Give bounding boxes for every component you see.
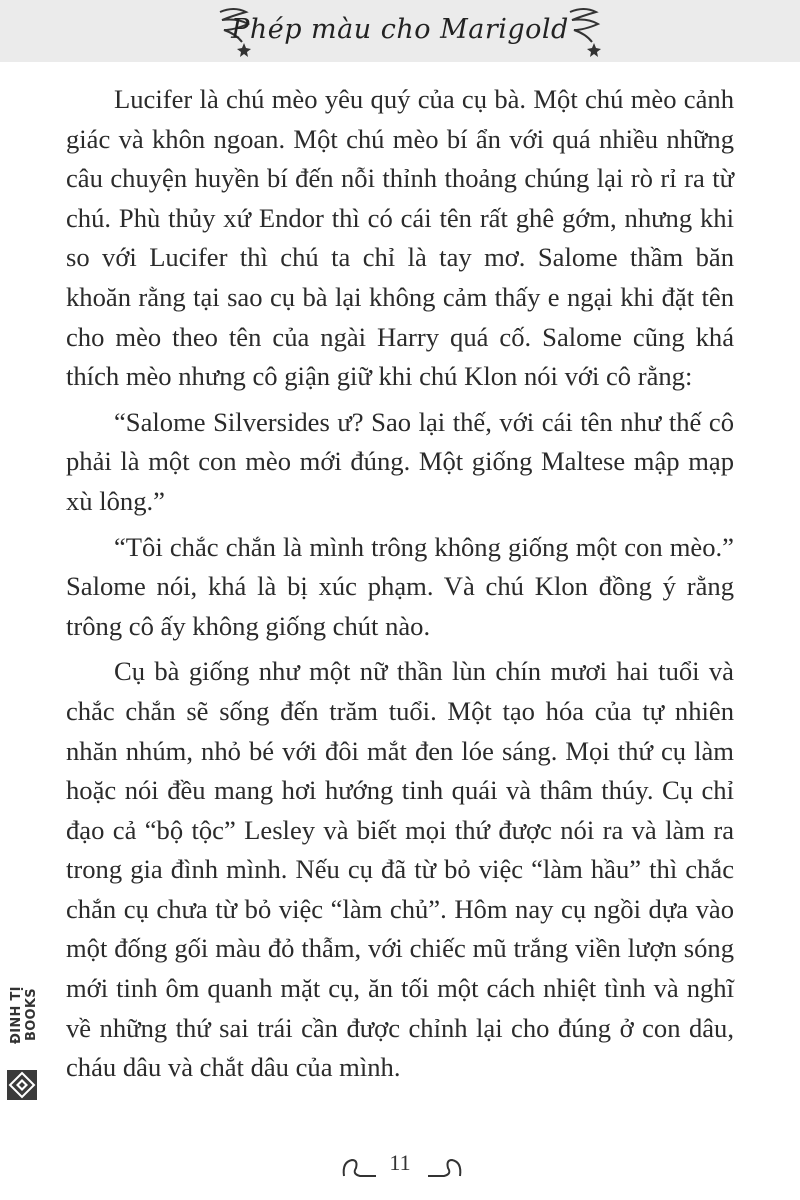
paragraph: “Tôi chắc chắn là mình trông không giống một con mèo.” Salome nói, khá là bị xúc phạm. Và chú Klon đồng ý rằng trông cô ấy không giống chút nào. [66,531,734,641]
paragraph: Lucifer là chú mèo yêu quý của cụ bà. Một chú mèo cảnh giác và khôn ngoan. Một chú mèo bí ẩn với quá nhiều những câu chuyện huyền bí đến nỗi thỉnh thoảng chúng lại rò rỉ ra từ chú. Phù thủy xứ Endor thì có cái tên rất ghê gớm, nhưng khi so với Lucifer thì chú ta chỉ là tay mơ. Salome thầm băn khoăn rằng tại sao cụ bà lại không cảm thấy e ngại khi đặt tên cho mèo theo tên của ngài Harry quá cố. Salome cũng khá thích mèo nhưng cô giận giữ khi chú Klon nói với cô rằng: [66,84,734,392]
page-header [0,0,800,62]
publisher-logo-icon [7,1070,37,1100]
curl-ornament-icon [422,1152,466,1182]
running-head-title: Phép màu cho Marigold [231,14,569,45]
page-footer [0,1148,800,1188]
publisher-mark [6,970,39,1110]
publisher-label: ĐINH TỊ BOOKS [9,986,39,1044]
body-text [66,80,734,1094]
paragraph: “Salome Silversides ư? Sao lại thế, với cái tên như thế cô phải là một con mèo mới đúng. Một giống Maltese mập mạp xù lông.” [66,406,734,516]
swirl-ornament-icon [562,4,606,58]
page-number: 11 [389,1150,411,1175]
paragraph: Cụ bà giống như một nữ thần lùn chín mươi hai tuổi và chắc chắn sẽ sống đến trăm tuổi. Một tạo hóa của tự nhiên nhăn nhúm, nhỏ bé với đôi mắt đen lóe sáng. Mọi thứ cụ làm hoặc nói đều mang hơi hướng tinh quái và thâm thúy. Cụ chỉ đạo cả “bộ tộc” Lesley và biết mọi thứ được nói ra và làm ra trong gia đình mình. Nếu cụ đã từ bỏ việc “làm hầu” thì chắc chắn cụ chưa từ bỏ việc “làm chủ”. Hôm nay cụ ngồi dựa vào một đống gối màu đỏ thẫm, với chiếc mũ trắng viền lượn sóng mới tinh ôm quanh mặt cụ, ăn tối một cách nhiệt tình và nghĩ về những thứ sai trái cần được chỉnh lại cho đúng ở con dâu, cháu dâu và chắt dâu của mình. [66,656,734,1083]
